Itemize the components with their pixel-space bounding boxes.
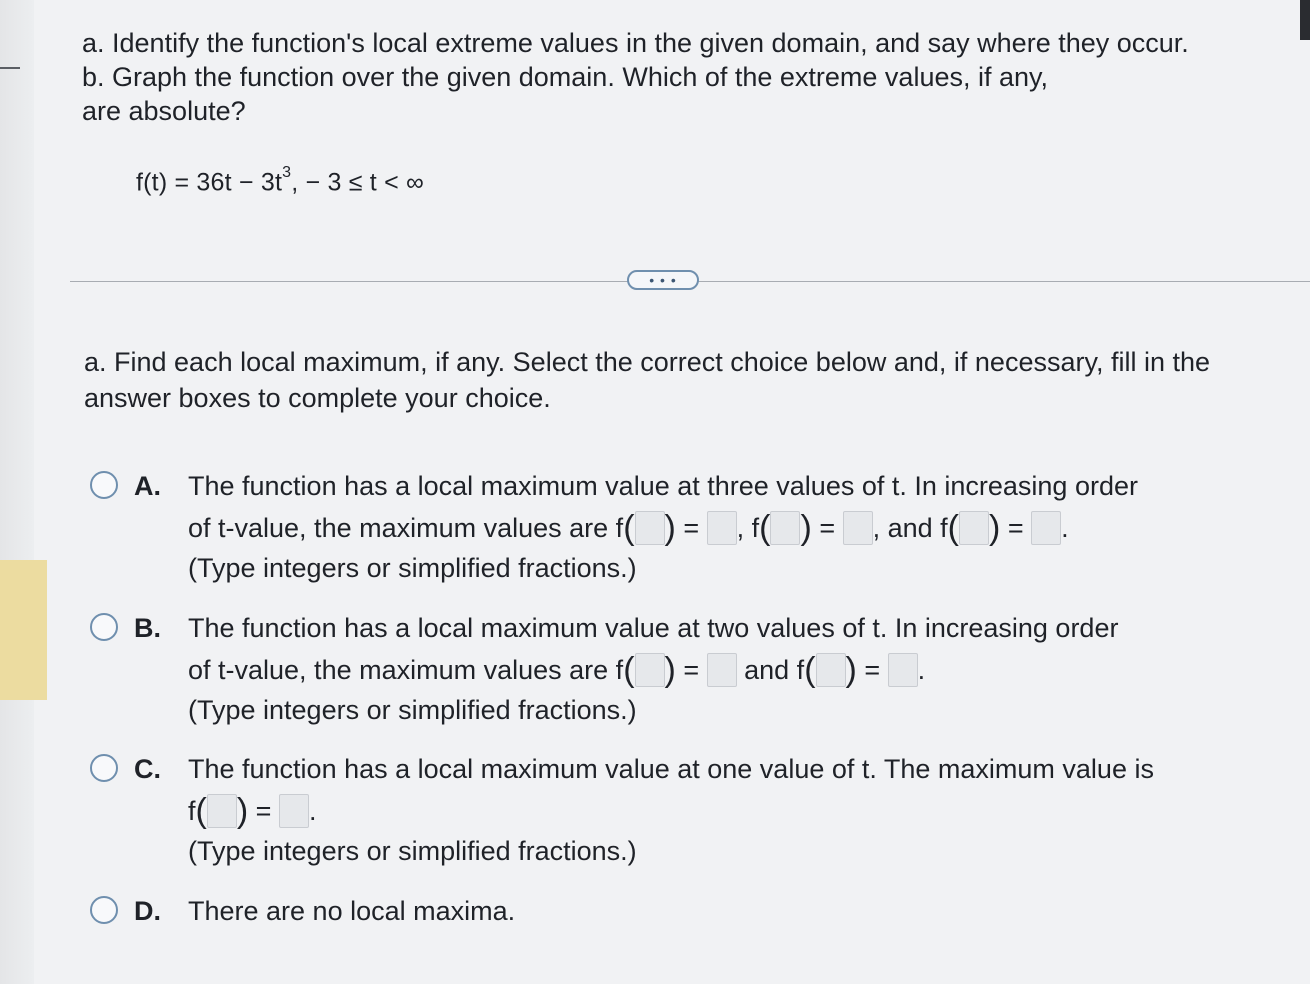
question-line-b2: are absolute?	[82, 96, 246, 126]
and-text: and f	[736, 655, 805, 685]
radio-button-b[interactable]	[90, 613, 118, 641]
choice-text-line1: The function has a local maximum value at three values of t. In increasing order	[188, 471, 1138, 501]
close-paren: )	[664, 509, 676, 547]
and-text: , and f	[872, 513, 948, 543]
edge-tick-mark	[0, 67, 20, 69]
open-paren: (	[623, 651, 635, 689]
choice-hint: (Type integers or simplified fractions.)	[188, 836, 637, 866]
choice-text-line1: The function has a local maximum value at one value of t. The maximum value is	[188, 754, 1154, 784]
open-paren: (	[623, 509, 635, 547]
answer-box-v2[interactable]	[843, 511, 873, 545]
question-text	[82, 26, 1282, 128]
choice-text-line1: The function has a local maximum value at two values of t. In increasing order	[188, 613, 1119, 643]
answer-box-t3[interactable]	[959, 511, 989, 545]
question-line-b: b. Graph the function over the given domain. Which of the extreme values, if any,	[82, 62, 1049, 92]
comma: ,	[736, 513, 745, 543]
formula-main: f(t) = 36t − 3t	[136, 168, 283, 197]
answer-box-v1[interactable]	[707, 511, 737, 545]
text-fragment: f	[188, 796, 196, 826]
open-paren: (	[759, 509, 771, 547]
function-formula	[136, 164, 425, 197]
choice-body	[188, 891, 1268, 931]
answer-box-t2[interactable]	[770, 511, 800, 545]
close-paren: )	[845, 651, 857, 689]
choice-letter: D.	[134, 896, 161, 926]
choice-text-line2	[188, 648, 1268, 690]
equals-sign: =	[248, 796, 279, 826]
choice-text-line1: There are no local maxima.	[188, 896, 516, 926]
choice-body	[188, 466, 1268, 588]
answer-box-t1[interactable]	[207, 794, 237, 828]
choice-letter: A.	[134, 471, 161, 501]
radio-button-d[interactable]	[90, 896, 118, 924]
close-paren: )	[236, 792, 249, 830]
choice-body	[188, 608, 1268, 730]
choice-text-line2	[188, 789, 1268, 831]
yellow-side-strip	[0, 560, 47, 700]
equals-sign: =	[675, 513, 707, 543]
period: .	[308, 796, 317, 826]
screen-left-edge	[0, 0, 34, 984]
text-fragment: of t-value, the maximum values are f	[188, 655, 624, 685]
choice-hint: (Type integers or simplified fractions.)	[188, 695, 637, 725]
part-a-prompt: a. Find each local maximum, if any. Select the correct choice below and, if necessary, fill in the answer boxes to complete your choice.	[84, 347, 1211, 413]
answer-box-v1[interactable]	[279, 794, 309, 828]
formula-exponent: 3	[282, 164, 292, 181]
period: .	[917, 655, 926, 685]
equals-sign: =	[856, 655, 888, 685]
close-paren: )	[800, 509, 812, 547]
close-paren: )	[664, 651, 676, 689]
open-paren: (	[804, 651, 816, 689]
answer-box-v1[interactable]	[707, 653, 737, 687]
text-fragment: of t-value, the maximum values are f	[188, 513, 624, 543]
choice-hint: (Type integers or simplified fractions.)	[188, 553, 637, 583]
question-line-a: a. Identify the function's local extreme values in the given domain, and say where they occur.	[82, 28, 1189, 58]
choice-body	[188, 749, 1268, 871]
radio-button-a[interactable]	[90, 471, 118, 499]
answer-box-v2[interactable]	[888, 653, 918, 687]
equals-sign: =	[1000, 513, 1032, 543]
equals-sign: =	[811, 513, 843, 543]
choice-text-line2: of t-value, the maximum values are f( ) = , f( ) = , and f( ) = .	[188, 509, 1069, 547]
answer-box-t1[interactable]	[635, 653, 665, 687]
formula-domain: , − 3 ≤ t < ∞	[291, 168, 425, 197]
choice-letter: C.	[134, 754, 161, 784]
radio-button-c[interactable]	[90, 754, 118, 782]
equals-sign: =	[675, 655, 707, 685]
answer-box-t2[interactable]	[816, 653, 846, 687]
open-paren: (	[947, 509, 959, 547]
answer-box-t1[interactable]	[635, 511, 665, 545]
open-paren: (	[195, 792, 207, 830]
expand-more-button[interactable]: • • •	[627, 270, 699, 290]
choice-letter: B.	[134, 613, 161, 643]
answer-box-v3[interactable]	[1031, 511, 1061, 545]
close-paren: )	[988, 509, 1001, 547]
window-right-edge	[1300, 0, 1310, 40]
period: .	[1061, 513, 1069, 543]
